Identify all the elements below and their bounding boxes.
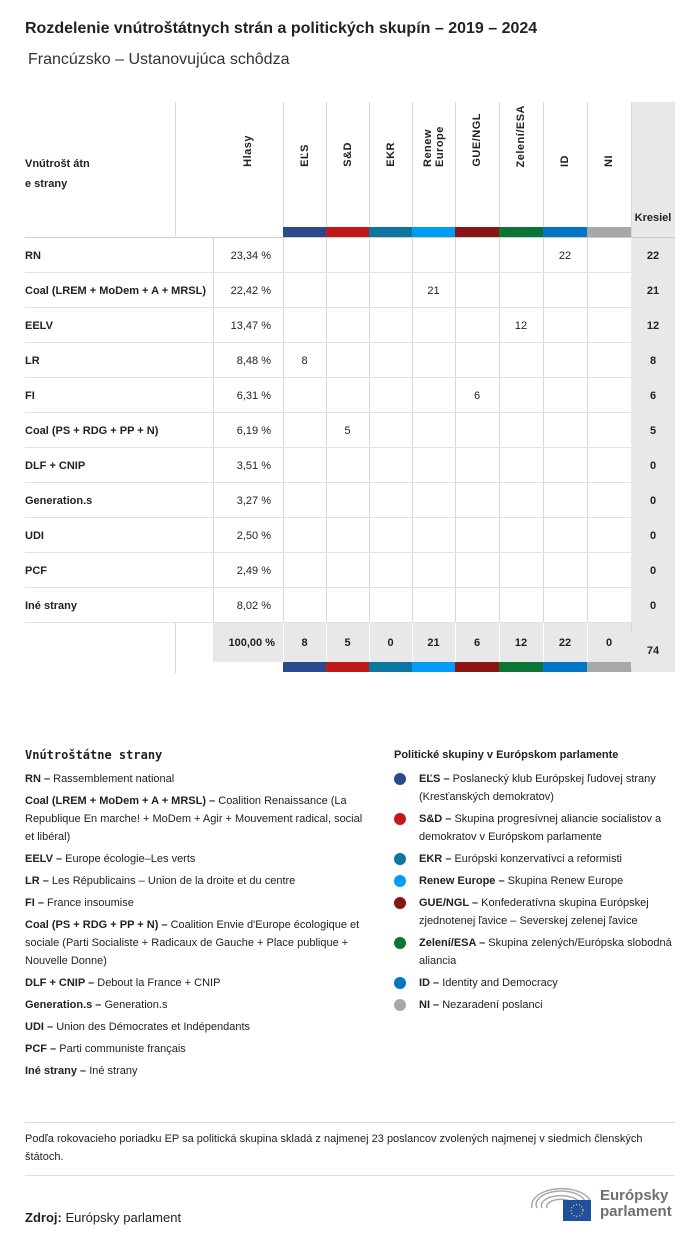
legend-abbr: RN — [25, 773, 41, 785]
legend-desc: Parti communiste français — [59, 1043, 186, 1055]
group-total: 21 — [427, 636, 440, 649]
group-color-dot-icon — [394, 977, 406, 989]
party-legend-item: PCF – Parti communiste français — [25, 1043, 186, 1055]
group-color-bar — [326, 662, 369, 672]
group-color-bar — [499, 662, 543, 672]
group-header-label: EĽS — [298, 144, 311, 167]
party-legend-item: Coal (LREM + MoDem + A + MRSL) – Coalition Renaissance (La Republique En marche! + MoDem + Agir + Mouvement radical, social et libéral) — [25, 795, 363, 843]
legend-desc: Union des Démocrates et Indépendants — [56, 1021, 251, 1033]
legend-abbr: Iné strany — [25, 1065, 77, 1077]
party-legend-item: UDI – Union des Démocrates et Indépendants — [25, 1021, 251, 1033]
seat-value: 22 — [558, 249, 572, 262]
legend-desc: Generation.s — [104, 999, 168, 1011]
party-legend-item: Iné strany – Iné strany — [25, 1065, 138, 1077]
group-color-bar — [499, 227, 543, 237]
group-color-bar — [412, 662, 455, 672]
legend-desc: Rassemblement national — [53, 773, 175, 785]
group-legend-item: ID – Identity and Democracy — [394, 974, 684, 992]
party-name: Iné strany — [25, 599, 77, 612]
legend-abbr: FI — [25, 897, 35, 909]
group-color-bar — [455, 227, 499, 237]
group-color-bar — [587, 227, 631, 237]
party-name: UDI — [25, 529, 44, 542]
legend-desc: Konfederatívna skupina Európskej zjednotenej ľavice – Severskej zelenej ľavice — [419, 897, 649, 927]
group-color-dot-icon — [394, 853, 406, 865]
seat-value: 12 — [514, 319, 528, 332]
group-header — [326, 102, 369, 227]
legend-abbr: Renew Europe — [419, 875, 496, 887]
party-name: RN — [25, 249, 41, 262]
legend-desc: Poslanecký klub Európskej ľudovej strany (Kresťanských demokratov) — [419, 773, 656, 803]
hemicycle-icon — [530, 1186, 592, 1224]
group-header — [412, 102, 455, 227]
group-color-bar — [326, 227, 369, 237]
legend-abbr: Coal (PS + RDG + PP + N) — [25, 919, 159, 931]
group-header-label: EKR — [384, 142, 397, 167]
seats-total: 6 — [631, 378, 675, 413]
group-total: 0 — [605, 636, 613, 649]
legend-abbr: PCF — [25, 1043, 47, 1055]
legend-desc: France insoumise — [47, 897, 134, 909]
seat-value: 8 — [301, 354, 308, 367]
seats-total: 22 — [631, 238, 675, 273]
divider — [175, 623, 176, 673]
group-header-label: ID — [559, 155, 571, 167]
party-legend-item: RN – Rassemblement national — [25, 773, 175, 785]
legend-abbr: Coal (LREM + MoDem + A + MRSL) — [25, 795, 207, 807]
group-total: 22 — [558, 636, 572, 649]
party-legend-item: DLF + CNIP – Debout la France + CNIP — [25, 977, 221, 989]
party-name: Generation.s — [25, 494, 93, 507]
votes-value: 6,19 % — [236, 424, 271, 437]
legend-desc: Coalition Renaissance (La Republique En marche! + MoDem + Agir + Mouvement radical, social et libéral) — [25, 795, 363, 843]
group-color-dot-icon — [394, 999, 406, 1011]
legend-desc: Coalition Envie d'Europe écologique et sociale (Parti Socialiste + Radicaux de Gauche + Place publique + Nouvelle Donne) — [25, 919, 360, 967]
group-total: 0 — [387, 636, 394, 649]
legend-desc: Európski konzervatívci a reformisti — [454, 853, 622, 865]
legend-abbr: Generation.s — [25, 999, 93, 1011]
legend-desc: Nezaradení poslanci — [442, 999, 543, 1011]
seats-total: 0 — [631, 448, 675, 483]
votes-value: 22,42 % — [230, 284, 271, 297]
votes-header — [213, 102, 283, 227]
groups-legend-title: Politické skupiny v Európskom parlamente — [394, 749, 619, 761]
seats-total: 12 — [631, 308, 675, 343]
party-legend-item: Coal (PS + RDG + PP + N) – Coalition Envie d'Europe écologique et sociale (Parti Socialiste + Radicaux de Gauche + Place publique + Nouvelle Donne) — [25, 919, 360, 967]
group-color-bar — [369, 227, 412, 237]
party-name: Coal (LREM + MoDem + A + MRSL) — [25, 284, 207, 297]
votes-value: 3,27 % — [236, 494, 271, 507]
legend-abbr: S&D — [419, 813, 443, 825]
divider — [25, 1175, 675, 1176]
grand-total: 74 — [631, 633, 675, 668]
group-header — [283, 102, 326, 227]
group-header-label: Renew Europe — [421, 126, 446, 167]
source — [25, 1210, 181, 1225]
source-value: Európsky parlament — [65, 1210, 182, 1225]
group-legend-item: NI – Nezaradení poslanci — [394, 996, 684, 1014]
seats-total: 0 — [631, 483, 675, 518]
chart-subtitle: Francúzsko – Ustanovujúca schôdza — [28, 51, 290, 68]
legend-abbr: LR — [25, 875, 40, 887]
chart-title: Rozdelenie vnútroštátnych strán a politických skupín – 2019 – 2024 — [25, 20, 538, 37]
legend-desc: Debout la France + CNIP — [97, 977, 221, 989]
votes-value: 23,34 % — [230, 249, 271, 262]
group-color-bar — [543, 662, 587, 672]
group-header-label: GUE/NGL — [471, 113, 483, 167]
votes-value: 13,47 % — [230, 319, 271, 332]
votes-value: 2,49 % — [236, 564, 271, 577]
group-total: 12 — [514, 636, 528, 649]
group-color-dot-icon — [394, 813, 406, 825]
group-color-bar — [283, 662, 326, 672]
row-header: Vnútrošt átne strany — [25, 158, 90, 190]
divider — [175, 102, 176, 236]
footnote: Podľa rokovacieho poriadku EP sa politická skupina skladá z najmenej 23 poslancov zvolených najmenej v siedmich členských štátoch. — [25, 1133, 643, 1163]
legend-abbr: GUE/NGL — [419, 897, 469, 909]
group-color-bar — [455, 662, 499, 672]
party-name: LR — [25, 354, 40, 367]
group-total: 5 — [344, 636, 351, 649]
party-name: FI — [25, 389, 35, 402]
group-legend-item: Renew Europe – Skupina Renew Europe — [394, 872, 684, 890]
legend-abbr: EKR — [419, 853, 443, 865]
seats-header: Kresiel — [634, 212, 672, 224]
divider — [25, 1122, 675, 1123]
group-total: 6 — [473, 636, 481, 649]
legend-abbr: DLF + CNIP — [25, 977, 86, 989]
group-color-bar — [587, 662, 631, 672]
seats-total: 0 — [631, 518, 675, 553]
group-header-label: Zelení/ESA — [515, 104, 527, 167]
seats-total: 0 — [631, 588, 675, 623]
party-legend-item: FI – France insoumise — [25, 897, 134, 909]
legend-desc: Skupina Renew Europe — [507, 875, 624, 887]
votes-value: 8,02 % — [236, 599, 271, 612]
group-legend-item: S&D – Skupina progresívnej aliancie socialistov a demokratov v Európskom parlamente — [394, 810, 684, 846]
group-color-dot-icon — [394, 875, 406, 887]
legend-abbr: NI — [419, 999, 430, 1011]
votes-value: 3,51 % — [236, 459, 271, 472]
legend-desc: Les Républicains – Union de la droite et du centre — [51, 875, 296, 887]
group-color-dot-icon — [394, 937, 406, 949]
seats-total: 21 — [631, 273, 675, 308]
seats-total: 0 — [631, 553, 675, 588]
parties-legend — [25, 746, 365, 1084]
group-legend-item: Zelení/ESA – Skupina zelených/Európska slobodná aliancia — [394, 934, 684, 970]
party-name: PCF — [25, 564, 47, 577]
votes-value: 2,50 % — [236, 529, 271, 542]
group-color-bar — [369, 662, 412, 672]
legend-abbr: EĽS — [419, 773, 441, 785]
parties-legend-title: Vnútroštátne strany — [25, 748, 163, 762]
legend-abbr: UDI — [25, 1021, 44, 1033]
party-name: DLF + CNIP — [25, 459, 86, 472]
legend-desc: Skupina progresívnej aliancie socialistov a demokratov v Európskom parlamente — [419, 813, 662, 843]
seat-value: 6 — [473, 389, 481, 402]
group-color-dot-icon — [394, 897, 406, 909]
group-header-label: NI — [603, 155, 615, 167]
source-label: Zdroj: — [25, 1210, 62, 1225]
legend-desc: Europe écologie–Les verts — [65, 853, 196, 865]
party-legend-item: LR – Les Républicains – Union de la droite et du centre — [25, 875, 296, 887]
group-total: 8 — [301, 636, 308, 649]
group-header — [587, 102, 631, 227]
group-color-bar — [412, 227, 455, 237]
legend-desc: Identity and Democracy — [442, 977, 558, 989]
group-header — [543, 102, 587, 227]
votes-total: 100,00 % — [228, 636, 275, 649]
legend-desc: Skupina zelených/Európska slobodná aliancia — [419, 937, 672, 967]
seat-value: 5 — [344, 424, 351, 437]
group-legend-item: GUE/NGL – Konfederatívna skupina Európskej zjednotenej ľavice – Severskej zelenej ľavice — [394, 894, 684, 930]
group-header — [369, 102, 412, 227]
legend-abbr: Zelení/ESA — [419, 937, 477, 949]
party-legend-item: Generation.s – Generation.s — [25, 999, 168, 1011]
groups-legend — [394, 746, 684, 1018]
group-header-label: S&D — [341, 142, 354, 167]
party-name: EELV — [25, 319, 53, 332]
group-legend-item: EKR – Európski konzervatívci a reformisti — [394, 850, 684, 868]
party-name: Coal (PS + RDG + PP + N) — [25, 424, 159, 437]
ep-logo — [530, 1186, 676, 1224]
party-legend-item: EELV – Europe écologie–Les verts — [25, 853, 196, 865]
group-color-bar — [283, 227, 326, 237]
seats-total: 8 — [631, 343, 675, 378]
seat-value: 21 — [427, 284, 440, 297]
group-header — [499, 102, 543, 227]
votes-header-label: Hlasy — [242, 135, 254, 167]
logo-text: Európsky parlament — [600, 1187, 672, 1220]
seat-table — [25, 102, 675, 674]
legend-abbr: EELV — [25, 853, 53, 865]
group-legend-item: EĽS – Poslanecký klub Európskej ľudovej strany (Kresťanských demokratov) — [394, 770, 684, 806]
legend-desc: Iné strany — [89, 1065, 138, 1077]
group-header — [455, 102, 499, 227]
group-color-bar — [543, 227, 587, 237]
seats-total: 5 — [631, 413, 675, 448]
votes-value: 8,48 % — [236, 354, 271, 367]
legend-abbr: ID — [419, 977, 430, 989]
votes-value: 6,31 % — [236, 389, 271, 402]
group-color-dot-icon — [394, 773, 406, 785]
